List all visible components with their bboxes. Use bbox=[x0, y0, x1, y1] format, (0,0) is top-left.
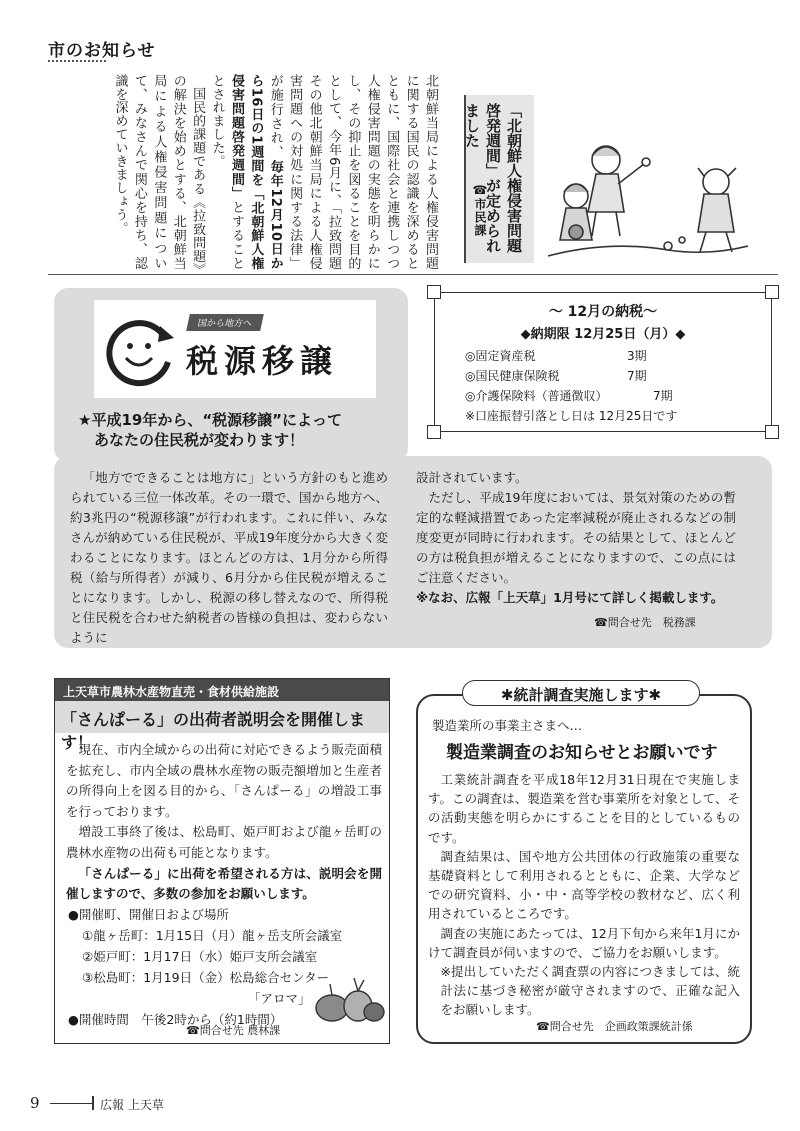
abductee-contact: ☎市民課 bbox=[473, 183, 487, 237]
payment-corner bbox=[427, 285, 441, 299]
tax-contact: ☎問合せ先 税務課 bbox=[594, 616, 696, 629]
footer-line bbox=[50, 1103, 92, 1104]
payment-item bbox=[465, 347, 647, 364]
page-number: 9 bbox=[30, 1094, 40, 1112]
payment-item-name: ◎固定資産税 bbox=[465, 349, 536, 363]
payment-box bbox=[434, 292, 772, 432]
tax-body-right-cont: 設計されています。 bbox=[416, 470, 528, 485]
schedule-item-extra: 「アロマ」 bbox=[248, 991, 311, 1006]
payment-corner bbox=[765, 285, 779, 299]
tax-body-note: ※なお、広報「上天草」1月号にて詳しく掲載します。 bbox=[416, 590, 724, 605]
payment-note: ※口座振替引落とし日は 12月25日です bbox=[465, 409, 678, 423]
abductee-text-1: 北朝鮮当局による人権侵害問題に関する国民の認識を深めるとともに、国際社会と連携しつつ人権侵害問題の実態を明らかにし、その抑止を図ることを目的として、今年6月に、「拉致問題その他北朝鮮当局による人権侵害問題への対処に関する法律」が施行され、 bbox=[267, 74, 438, 270]
schedule-time: ●開催時間 午後2時から（約1時間） bbox=[68, 1012, 283, 1027]
smile-circle-icon bbox=[104, 316, 176, 388]
survey-note-text: ※提出していただく調査票の内容につきましては、統計法に基づき秘密が厳守されますので、正確な記入をお願いします。 bbox=[440, 964, 740, 1018]
farm-paragraph-2: 増設工事終了後は、松島町、姫戸町および龍ヶ岳町の農林水産物の出荷も可能となります。 bbox=[66, 824, 382, 860]
farm-subtitle: 上天草市農林水産物直売・食材供給施設 bbox=[55, 679, 389, 701]
payment-item bbox=[465, 387, 673, 404]
survey-banner: ✱統計調査実施します✱ bbox=[462, 680, 700, 706]
farm-body bbox=[66, 740, 382, 905]
survey-paragraph-3: 調査の実施にあたっては、12月下旬から来年1月にかけて調査員が伺いますので、ご協力をお願いします。 bbox=[428, 925, 740, 960]
payment-item-term: 7期 bbox=[627, 369, 647, 383]
footer-bar bbox=[92, 1096, 94, 1110]
payment-item bbox=[465, 367, 647, 384]
abductee-paragraph-1 bbox=[207, 74, 440, 270]
abductee-title-box bbox=[464, 95, 534, 263]
payment-item-term: 3期 bbox=[627, 349, 647, 363]
survey-contact: ☎問合せ先 企画政策課統計係 bbox=[536, 1020, 693, 1033]
tax-transfer-body-left bbox=[70, 468, 388, 648]
payment-item-term: 7期 bbox=[653, 389, 673, 403]
survey-title: 製造業調査のお知らせとお願いです bbox=[446, 743, 718, 763]
abductee-text-bold: 毎年12月10日から16日の1週間を「北朝鮮人権侵害問題啓発週間」 bbox=[228, 74, 283, 270]
abductee-paragraph-2: 国民的課題である《拉致問題》の解決を始めとする、北朝鮮当局による人権侵害問題について、みなさんで関心を持ち、認識を深めていきましょう。 bbox=[112, 74, 206, 270]
page-title: 市のお知らせ bbox=[48, 41, 156, 61]
payment-corner bbox=[427, 425, 441, 439]
abductee-text-end: とすることとされました。 bbox=[209, 74, 244, 271]
headline-line-1: ★平成19年から、“税源移譲”によって bbox=[78, 411, 343, 429]
headline-line-2: あなたの住民税が変わります！ bbox=[94, 431, 305, 449]
tax-transfer-logo bbox=[94, 300, 376, 398]
title-underline bbox=[48, 60, 106, 62]
farm-contact: ☎問合せ先 農林課 bbox=[186, 1024, 281, 1037]
survey-note bbox=[428, 962, 740, 1020]
section-divider bbox=[48, 274, 778, 275]
vegetables-illustration bbox=[312, 972, 386, 1024]
farm-title: 「さんぱーる」の出荷者説明会を開催します！ bbox=[55, 701, 389, 733]
payment-title: ～ 12月の納税～ bbox=[548, 304, 658, 320]
logo-text: 税源移譲 bbox=[186, 342, 339, 380]
survey-paragraph-2: 調査結果は、国や地方公共団体の行政施策の重要な基礎資料として利用されるとともに、企業、大学などでの研究資料、小・中・高等学校の教材など、広く利用されているところです。 bbox=[428, 848, 740, 922]
schedule-item: ①龍ヶ岳町：1月15日（月）龍ヶ岳支所会議室 bbox=[82, 928, 343, 943]
tax-body-right-p2: ただし、平成19年度においては、景気対策のための暫定的な軽減措置であった定率減税が廃止されるなどの制度変更が同時に行われます。その結果として、ほとんどの方は税負担が増えることになりますので、この点にはご注意ください。 bbox=[416, 490, 736, 585]
tax-body-left-text: 「地方でできることは地方に」という方針のもと進められている三位一体改革。その一環で、国から地方へ、約3兆円の“税源移譲”が行われます。これに伴い、みなさんが納めている住民税が、平成19年度分から大きく変わることになります。ほとんどの方は、1月分から所得税（給与所得者）が減り、6月分から住民税が増えることになります。しかし、税源の移し替えなので、所得税と住民税を合わせた納税者の皆様の負担は、変わらないように bbox=[70, 470, 388, 645]
payment-corner bbox=[765, 425, 779, 439]
payment-deadline: ◆納期限 12月25日（月）◆ bbox=[520, 327, 686, 342]
schedule-item: ②姫戸町：1月17日（水）姫戸支所会議室 bbox=[82, 949, 318, 964]
schedule-label: ●開催町、開催日および場所 bbox=[68, 907, 229, 922]
payment-item-name: ◎国民健康保険税 bbox=[465, 369, 560, 383]
abductee-article-body bbox=[52, 74, 440, 270]
tax-transfer-body-right bbox=[416, 468, 736, 608]
farm-paragraph-1: 現在、市内全域からの出荷に対応できるよう販売面積を拡充し、市内全域の農林水産物の販売額増加と生産者の所得向上を図る目的から、「さんぱーる」の増設工事を行っております。 bbox=[66, 742, 382, 819]
survey-pretitle: 製造業所の事業主さまへ… bbox=[432, 718, 583, 733]
survey-paragraph-1: 工業統計調査を平成18年12月31日現在で実施します。この調査は、製造業を営む事業所を対象として、その活動実態を明らかにすることを目的としているものです。 bbox=[428, 772, 740, 845]
schedule-item: ③松島町：1月19日（金）松島総合センター bbox=[82, 970, 330, 985]
publication-name: 広報 上天草 bbox=[100, 1098, 164, 1112]
children-playing-illustration bbox=[548, 128, 748, 268]
logo-tag: 国から地方へ bbox=[186, 314, 264, 331]
survey-body bbox=[428, 770, 740, 1020]
abductee-article bbox=[52, 74, 470, 270]
abductee-title: 「北朝鮮人権侵害問題啓発週間」が定められました bbox=[463, 103, 523, 253]
payment-item-name: ◎介護保険料（普通徴収） bbox=[465, 389, 608, 403]
tax-transfer-headline bbox=[78, 410, 408, 450]
farm-paragraph-3: 「さんぱーる」に出荷を希望される方は、説明会を開催しますので、多数の参加をお願いします。 bbox=[66, 865, 382, 902]
